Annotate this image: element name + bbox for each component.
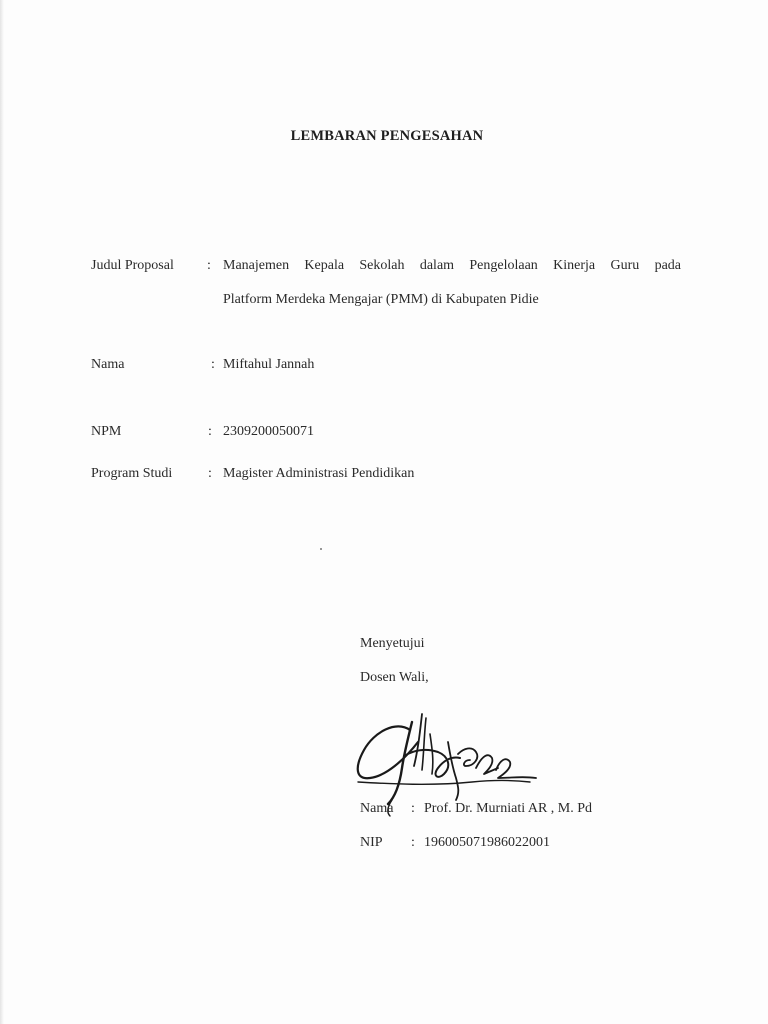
page-edge-shadow [0, 0, 4, 1024]
signer-name-value: Prof. Dr. Murniati AR , M. Pd [424, 801, 593, 816]
nip-value: 196005071986022001 [424, 835, 550, 850]
nama-value: Miftahul Jannah [223, 357, 315, 372]
nama-label: Nama [91, 357, 125, 372]
program-studi-value: Magister Administrasi Pendidikan [223, 466, 415, 481]
npm-colon: : [208, 424, 212, 439]
program-studi-label: Program Studi [91, 466, 173, 481]
judul-value-line2: Platform Merdeka Mengajar (PMM) di Kabupaten Pidie [223, 292, 539, 307]
signer-name-colon: : [411, 801, 415, 816]
scan-speck [320, 548, 322, 550]
approval-line1: Menyetujui [360, 636, 425, 651]
approval-line2: Dosen Wali, [360, 670, 429, 685]
npm-label: NPM [91, 424, 122, 439]
program-studi-colon: : [208, 466, 212, 481]
signer-name-label: Nama [360, 801, 394, 816]
npm-value: 2309200050071 [223, 424, 314, 439]
nip-label: NIP [360, 835, 383, 850]
nip-colon: : [411, 835, 415, 850]
judul-colon: : [207, 258, 211, 273]
nama-colon: : [211, 357, 215, 372]
judul-label: Judul Proposal [91, 258, 174, 273]
judul-value-line1: Manajemen Kepala Sekolah dalam Pengelolaan Kinerja Guru pada [223, 258, 681, 273]
document-title: LEMBARAN PENGESAHAN [290, 128, 484, 144]
